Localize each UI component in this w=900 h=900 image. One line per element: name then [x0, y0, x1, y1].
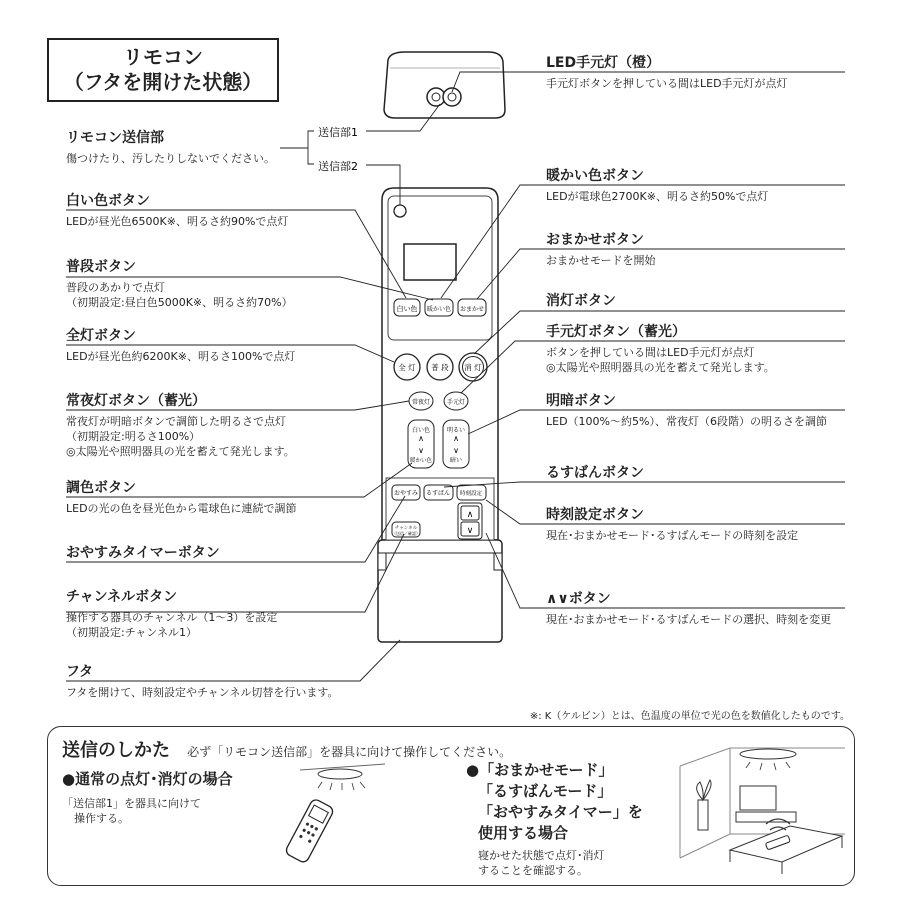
case1	[62, 769, 233, 826]
svg-text:時刻設定: 時刻設定	[459, 491, 483, 497]
svg-text:∨: ∨	[453, 446, 459, 455]
svg-text:おやすみ: おやすみ	[393, 490, 419, 497]
label-updown: ∧∨ボタン 現在･おまかせモード･るすばんモードの選択、時刻を変更	[546, 591, 832, 626]
svg-text:明るい: 明るい	[446, 427, 466, 434]
svg-text:∨: ∨	[418, 446, 424, 455]
label-jikoku: 時刻設定ボタン 現在･おまかせモード･るすばんモードの時刻を設定	[546, 507, 799, 542]
panel-header	[62, 736, 511, 762]
svg-text:チャンネル: チャンネル	[394, 526, 418, 531]
case1-text-1: 「送信部1」を器具に向けて	[62, 797, 201, 810]
label-transmitter: リモコン送信部 傷つけたり、汚したりしないでください。	[66, 130, 275, 165]
svg-text:∧: ∧	[466, 510, 474, 520]
led-lamp-unit	[384, 52, 505, 118]
panel-subtitle: 必ず「リモコン送信部」を器具に向けて操作してください。	[187, 745, 512, 759]
label-white-color: 白い色ボタン LEDが昼光色6500K※、明るさ約90%で点灯	[66, 193, 289, 228]
svg-text:おまかせ: おまかせ	[459, 306, 485, 313]
svg-text:暖かい色: 暖かい色	[426, 306, 452, 313]
remote-body	[378, 188, 502, 642]
case2: ●「おまかせモード」 「るすばんモード」 「おやすみタイマー」を 使用する場合 寝かせた状態で点灯･消灯 することを確認する。	[466, 761, 643, 877]
label-omakase: おまかせボタン おまかせモードを開始	[546, 232, 656, 267]
footnote: ※: K（ケルビン）とは、色温度の単位で光の色を数値化したものです。	[529, 711, 850, 722]
label-futa: フタ フタを開けて、時刻設定やチャンネル切替を行います。	[66, 664, 339, 699]
title-line1: リモコン	[123, 45, 203, 69]
svg-text:∧: ∧	[418, 434, 424, 443]
room-illustration	[670, 738, 850, 878]
label-zento: 全灯ボタン LEDが昼光色約6200K※、明るさ100%で点灯	[66, 328, 296, 363]
label-joyato: 常夜灯ボタン（蓄光） 常夜灯が明暗ボタンで調節した明るさで点灯 （初期設定:明るさ100%） ◎太陽光や照明器具の光を蓄えて発光します。	[66, 393, 295, 458]
svg-text:るすばん: るすばん	[425, 490, 451, 497]
svg-text:∧: ∧	[453, 434, 459, 443]
label-shoto: 消灯ボタン	[546, 293, 616, 309]
label-temoto: 手元灯ボタン（蓄光） ボタンを押している間はLED手元灯が点灯 ◎太陽光や照明器具の光を蓄えて発光します。	[546, 324, 775, 374]
svg-text:∨: ∨	[466, 526, 474, 536]
label-warm-color: 暖かい色ボタン LEDが電球色2700K※、明るさ約50%で点灯	[546, 168, 769, 203]
svg-text:消 灯: 消 灯	[464, 363, 482, 372]
label-choshoku: 調色ボタン LEDの光の色を昼光色から電球色に連続で調節	[66, 480, 297, 515]
label-fudan: 普段ボタン 普段のあかりで点灯 （初期設定:昼白色5000K※、明るさ約70%）	[66, 259, 293, 309]
svg-text:白い色: 白い色	[411, 427, 431, 434]
label-led-lamp: LED手元灯（橙） 手元灯ボタンを押している間はLED手元灯が点灯	[546, 55, 788, 90]
svg-text:常夜灯: 常夜灯	[411, 399, 431, 406]
title-line2: （フタを開けた状態）	[63, 70, 263, 94]
transmitter1-label: 送信部1	[318, 126, 358, 139]
svg-text:暗い: 暗い	[449, 457, 463, 464]
svg-text:普 段: 普 段	[431, 363, 449, 372]
ceiling-remote-illustration	[270, 760, 390, 872]
svg-text:暖かい色: 暖かい色	[409, 458, 433, 464]
svg-text:全 灯: 全 灯	[398, 363, 416, 372]
case1-title: ●通常の点灯･消灯の場合	[62, 770, 233, 788]
label-meian: 明暗ボタン LED（100%～約5%）、常夜灯（6段階）の明るさを調節	[546, 393, 827, 428]
panel-title: 送信のしかた	[62, 740, 170, 761]
label-channel: チャンネルボタン 操作する器具のチャンネル（1～3）を設定 （初期設定:チャンネル1）	[66, 589, 278, 639]
svg-text:（送信／確認）: （送信／確認）	[392, 531, 420, 536]
case1-text-2: 操作する。	[74, 812, 129, 825]
svg-text:白い色: 白い色	[396, 305, 418, 313]
label-oyasumi: おやすみタイマーボタン	[66, 545, 220, 561]
transmitter2-label: 送信部2	[318, 160, 358, 173]
svg-text:手元灯: 手元灯	[446, 399, 466, 406]
label-rusuban: るすばんボタン	[546, 465, 644, 481]
